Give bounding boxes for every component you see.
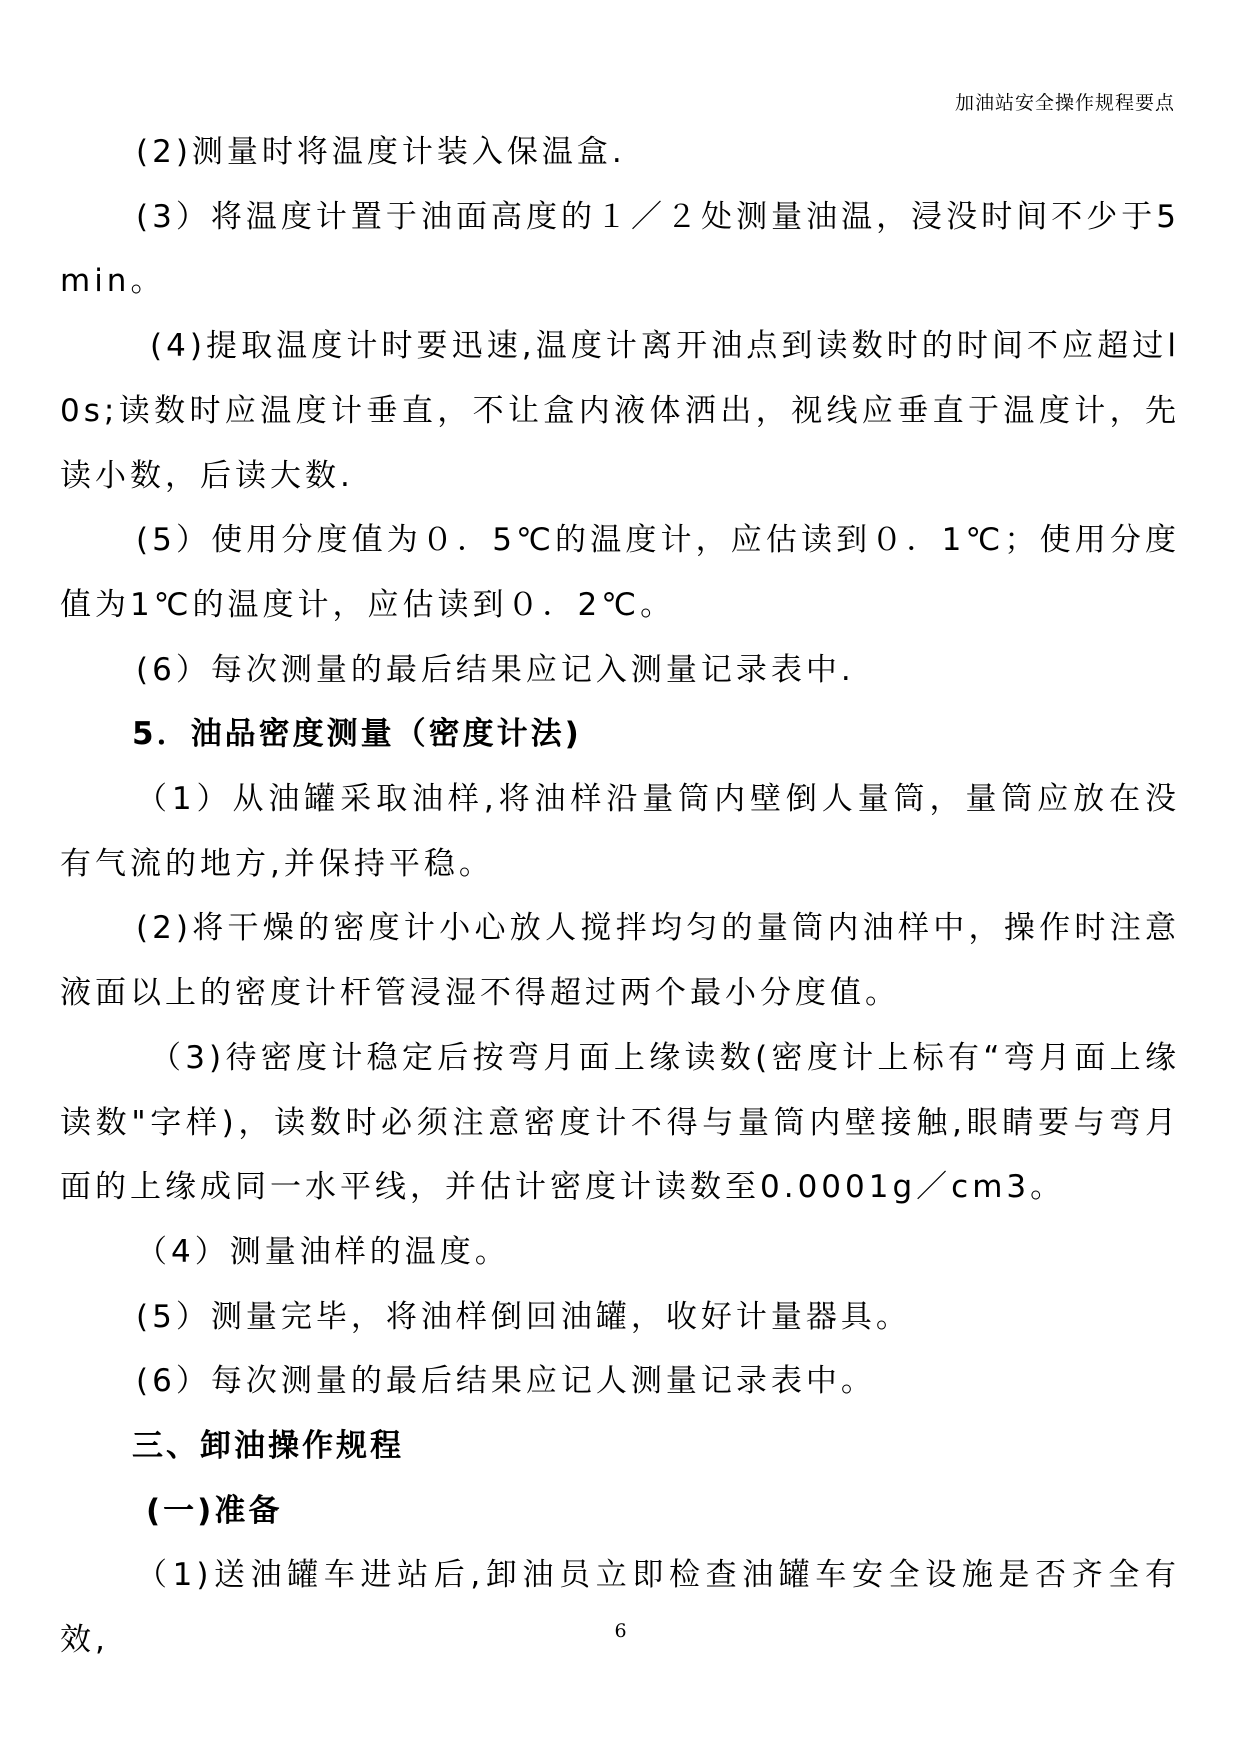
paragraph-density-step-3: （3)待密度计稳定后按弯月面上缘读数(密度计上标有“弯月面上缘读数"字样)，读数时必须注意密度计不得与量筒内壁接触,眼睛要与弯月面的上缘成同一水平线，并估计密度计读数至0.0001g／cm3。 (60, 1039, 1180, 1206)
paragraph-temperature-step-3: (3）将温度计置于油面高度的１／２处测量油温，浸没时间不少于5min。 (60, 198, 1180, 300)
paragraph-preparation-step-1: （1)送油罐车进站后,卸油员立即检查油罐车安全设施是否齐全有效, (60, 1557, 1180, 1659)
subsection-heading-preparation: (一)准备 (146, 1492, 283, 1529)
paragraph-density-step-4: （4）测量油样的温度。 (136, 1233, 510, 1270)
paragraph-density-step-2: (2)将干燥的密度计小心放人搅拌均匀的量筒内油样中，操作时注意液面以上的密度计杆管浸湿不得超过两个最小分度值。 (60, 910, 1180, 1012)
paragraph-density-step-6: (6）每次测量的最后结果应记人测量记录表中。 (136, 1363, 876, 1400)
paragraph-temperature-step-5: (5）使用分度值为０．5℃的温度计，应估读到０．1℃；使用分度值为1℃的温度计，应估读到０．2℃。 (60, 522, 1180, 623)
section-heading-density: 5．油品密度测量（密度计法) (132, 716, 582, 753)
paragraph-temperature-step-2: (2)测量时将温度计装入保温盒. (136, 134, 626, 170)
running-header: 加油站安全操作规程要点 (954, 92, 1175, 114)
paragraph-density-step-5: (5）测量完毕，将油样倒回油罐，收好计量器具。 (136, 1298, 911, 1335)
paragraph-density-step-1: （1）从油罐采取油样,将油样沿量筒内壁倒人量筒，量筒应放在没有气流的地方,并保持平稳。 (60, 781, 1180, 882)
paragraph-temperature-step-6: (6）每次测量的最后结果应记入测量记录表中. (136, 651, 855, 688)
page-number: 6 (614, 1620, 627, 1642)
section-heading-unloading: 三、卸油操作规程 (132, 1428, 404, 1465)
paragraph-temperature-step-4: (4)提取温度计时要迅速,温度计离开油点到读数时的时间不应超过l0s;读数时应温度计垂直，不让盒内液体洒出，视线应垂直于温度计，先读小数，后读大数. (60, 328, 1180, 494)
document-body (60, 120, 1180, 1673)
